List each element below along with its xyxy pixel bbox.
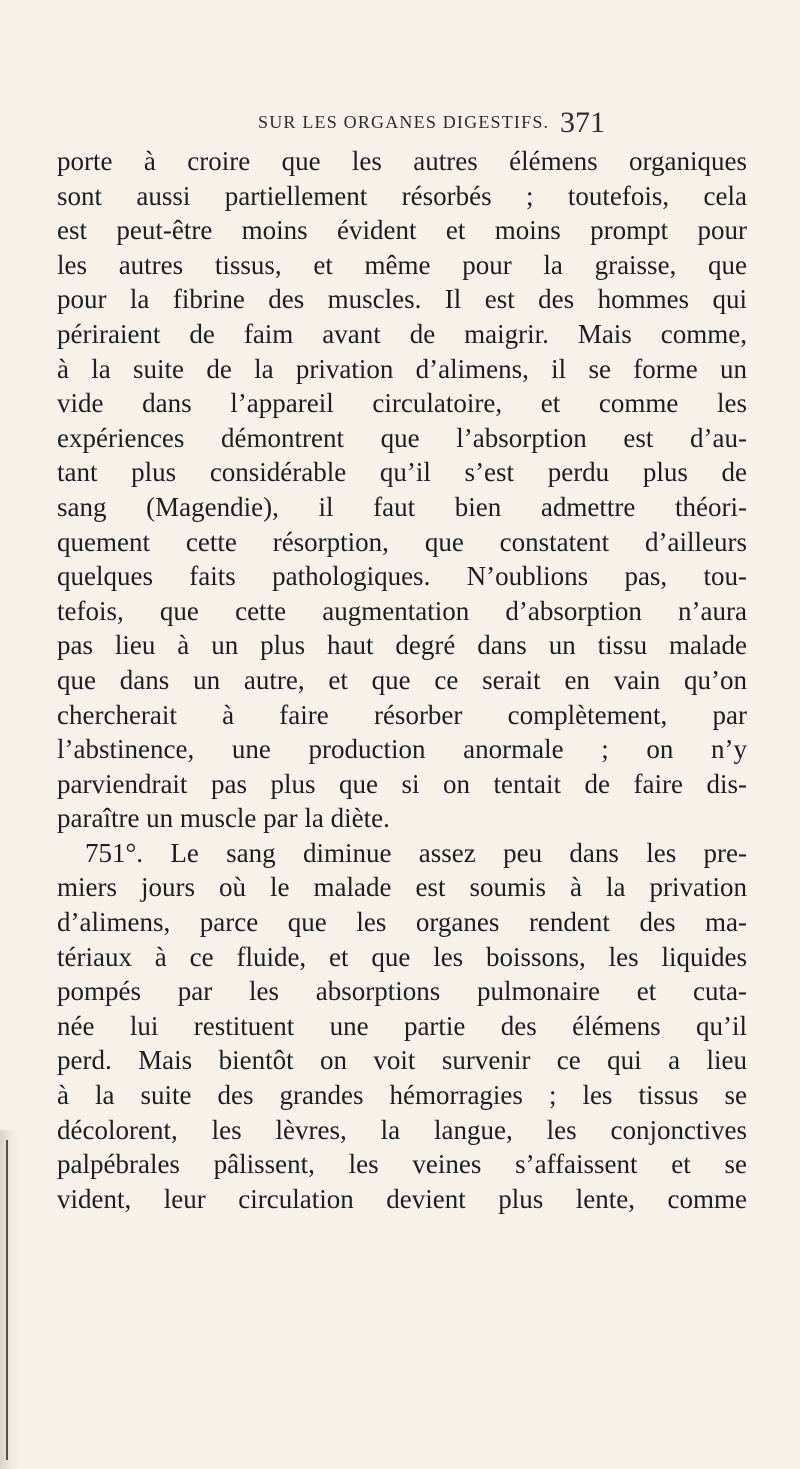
text-line: pompés par les absorptions pulmonaire et cuta-: [57, 976, 747, 1007]
text-line: parviendrait pas plus que si on tentait de faire dis-: [57, 768, 747, 799]
text-line: porte à croire que les autres élémens organiques: [57, 146, 747, 176]
text-line: chercherait à faire résorber complètement, par: [57, 699, 747, 730]
text-line: pas lieu à un plus haut degré dans un tissu malade: [57, 630, 747, 661]
text-line: quement cette résorption, que constatent d’ailleurs: [57, 526, 747, 557]
text-line: sont aussi partiellement résorbés ; toutefois, cela: [57, 180, 747, 211]
page-edge-line: [6, 1140, 8, 1460]
text-line: vident, leur circulation devient plus lente, comme: [57, 1183, 747, 1214]
text-line: tériaux à ce fluide, et que les boissons, les liquides: [57, 941, 747, 972]
text-line: paraître un muscle par la diète.: [57, 803, 390, 834]
text-line: perd. Mais bientôt on voit survenir ce qui a lieu: [57, 1045, 747, 1076]
body-text: [57, 144, 747, 1216]
text-line: l’abstinence, une production anormale ; on n’y: [57, 734, 747, 765]
text-line: palpébrales pâlissent, les veines s’affaissent et se: [57, 1149, 747, 1180]
text-line: périraient de faim avant de maigrir. Mais comme,: [57, 318, 747, 349]
text-line: sang (Magendie), il faut bien admettre théori-: [57, 491, 747, 522]
page-edge-shadow: [0, 1130, 18, 1469]
text-line: d’alimens, parce que les organes rendent des ma-: [57, 907, 747, 938]
text-line: décolorent, les lèvres, la langue, les conjonctives: [57, 1114, 747, 1145]
paragraph-start-line: 751°. Le sang diminue assez peu dans les pre-: [85, 837, 747, 868]
text-line: que dans un autre, et que ce serait en vain qu’on: [57, 664, 747, 695]
text-line: expériences démontrent que l’absorption est d’au-: [57, 422, 747, 453]
text-line: les autres tissus, et même pour la graisse, que: [57, 249, 747, 280]
text-line: tefois, que cette augmentation d’absorption n’aura: [57, 595, 747, 626]
text-line: est peut-être moins évident et moins prompt pour: [57, 215, 747, 246]
text-line: à la suite de la privation d’alimens, il se forme un: [57, 353, 747, 384]
text-line: à la suite des grandes hémorragies ; les tissus se: [57, 1080, 747, 1111]
page-number: 371: [560, 106, 605, 139]
text-line: quelques faits pathologiques. N’oublions pas, tou-: [57, 561, 747, 592]
text-line: pour la fibrine des muscles. Il est des hommes qui: [57, 284, 747, 315]
text-line: vide dans l’appareil circulatoire, et comme les: [57, 388, 747, 419]
running-header: SUR LES ORGANES DIGESTIFS.: [258, 112, 550, 132]
text-line: née lui restituent une partie des élémens qu’il: [57, 1010, 747, 1041]
text-line: tant plus considérable qu’il s’est perdu plus de: [57, 457, 747, 488]
text-line: miers jours où le malade est soumis à la privation: [57, 872, 747, 903]
